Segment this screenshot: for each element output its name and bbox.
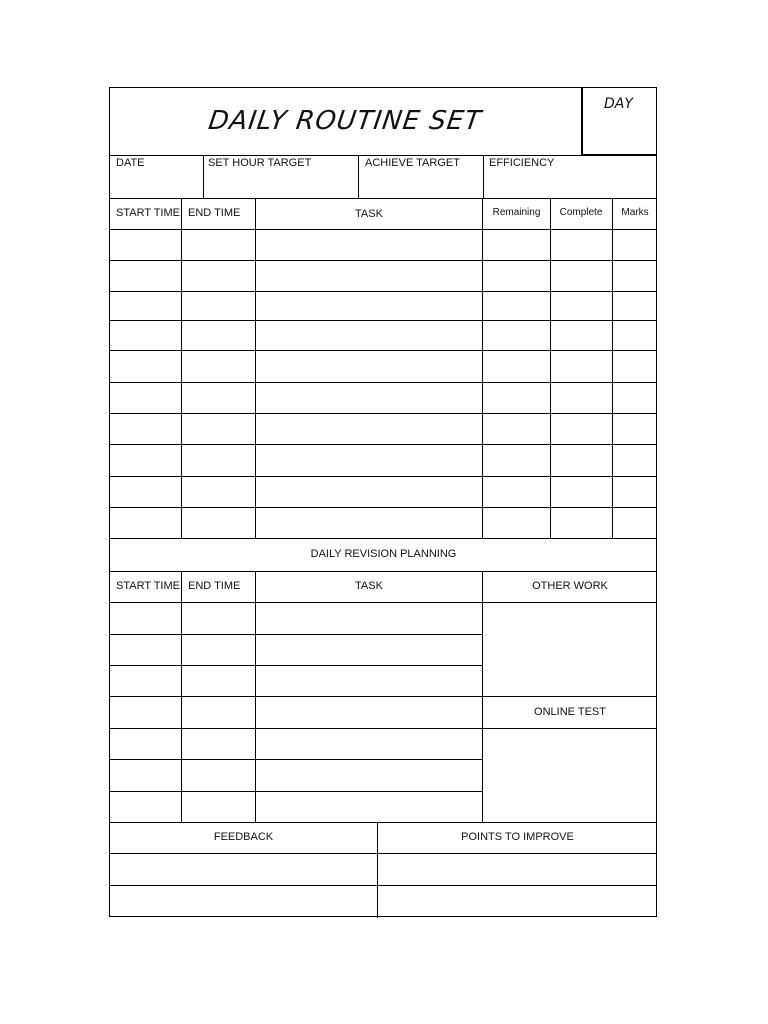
set-hour-target-label: SET HOUR TARGET (208, 157, 312, 169)
routine-cell[interactable] (110, 321, 181, 350)
routine-cell[interactable] (483, 321, 550, 350)
routine-cell[interactable] (110, 383, 181, 413)
routine-cell[interactable] (256, 351, 482, 382)
routine-cell[interactable] (182, 414, 255, 444)
routine-cell[interactable] (182, 351, 255, 382)
revision-cell[interactable] (110, 792, 181, 822)
routine-cell[interactable] (551, 230, 612, 260)
online-test-label: ONLINE TEST (534, 706, 606, 718)
revision-col-other-work: OTHER WORK (532, 580, 608, 592)
routine-cell[interactable] (551, 477, 612, 507)
other-work-area[interactable] (483, 603, 657, 696)
routine-sheet (109, 87, 657, 917)
routine-cell[interactable] (483, 292, 550, 320)
revision-cell[interactable] (256, 760, 482, 791)
routine-cell[interactable] (483, 230, 550, 260)
revision-cell[interactable] (182, 729, 255, 759)
achieve-target-label: ACHIEVE TARGET (365, 157, 460, 169)
routine-col-end-time: END TIME (188, 207, 241, 219)
revision-cell[interactable] (256, 729, 482, 759)
routine-cell[interactable] (551, 383, 612, 413)
routine-cell[interactable] (483, 477, 550, 507)
revision-cell[interactable] (256, 666, 482, 696)
routine-cell[interactable] (613, 477, 657, 507)
date-label: DATE (116, 157, 145, 169)
routine-cell[interactable] (182, 321, 255, 350)
revision-cell[interactable] (256, 635, 482, 665)
routine-cell[interactable] (110, 351, 181, 382)
routine-cell[interactable] (613, 261, 657, 291)
routine-cell[interactable] (182, 383, 255, 413)
revision-cell[interactable] (182, 760, 255, 791)
routine-col-remaining: Remaining (492, 207, 541, 218)
routine-cell[interactable] (182, 292, 255, 320)
routine-col-start-time: START TIME (116, 207, 180, 219)
revision-col-start-time: START TIME (116, 580, 180, 592)
routine-cell[interactable] (483, 508, 550, 538)
routine-cell[interactable] (613, 383, 657, 413)
routine-cell[interactable] (613, 508, 657, 538)
day-label: DAY (604, 96, 633, 112)
revision-cell[interactable] (182, 603, 255, 634)
routine-col-complete: Complete (559, 207, 603, 218)
revision-col-task: TASK (355, 580, 383, 592)
revision-cell[interactable] (110, 635, 181, 665)
feedback-row[interactable] (110, 854, 377, 885)
efficiency-label: EFFICIENCY (489, 157, 555, 169)
routine-cell[interactable] (551, 261, 612, 291)
improve-row[interactable] (378, 854, 657, 885)
routine-cell[interactable] (256, 508, 482, 538)
revision-cell[interactable] (256, 697, 482, 728)
revision-cell[interactable] (182, 635, 255, 665)
page-title: DAILY ROUTINE SET (206, 106, 484, 136)
revision-cell[interactable] (256, 792, 482, 822)
revision-cell[interactable] (182, 792, 255, 822)
routine-cell[interactable] (110, 445, 181, 476)
efficiency-field[interactable] (484, 170, 657, 198)
routine-cell[interactable] (613, 414, 657, 444)
routine-cell[interactable] (613, 445, 657, 476)
date-field[interactable] (110, 170, 203, 198)
routine-cell[interactable] (613, 292, 657, 320)
revision-cell[interactable] (110, 666, 181, 696)
routine-cell[interactable] (551, 351, 612, 382)
improve-row[interactable] (378, 886, 657, 917)
revision-cell[interactable] (110, 729, 181, 759)
routine-cell[interactable] (256, 414, 482, 444)
feedback-label: FEEDBACK (213, 831, 274, 843)
routine-cell[interactable] (110, 230, 181, 260)
routine-cell[interactable] (483, 261, 550, 291)
routine-cell[interactable] (256, 261, 482, 291)
routine-cell[interactable] (256, 383, 482, 413)
routine-cell[interactable] (551, 414, 612, 444)
routine-cell[interactable] (182, 477, 255, 507)
routine-cell[interactable] (110, 261, 181, 291)
revision-col-end-time: END TIME (188, 580, 241, 592)
routine-cell[interactable] (182, 261, 255, 291)
feedback-row[interactable] (110, 886, 377, 917)
routine-cell[interactable] (483, 383, 550, 413)
routine-cell[interactable] (256, 230, 482, 260)
routine-col-marks: Marks (621, 207, 649, 218)
points-to-improve-label: POINTS TO IMPROVE (461, 831, 574, 843)
revision-cell[interactable] (256, 603, 482, 634)
routine-cell[interactable] (483, 445, 550, 476)
achieve-target-field[interactable] (359, 170, 483, 198)
revision-section-title: DAILY REVISION PLANNING (310, 548, 457, 560)
routine-cell[interactable] (110, 477, 181, 507)
routine-col-task: TASK (355, 208, 383, 220)
online-test-area[interactable] (483, 729, 657, 822)
routine-cell[interactable] (483, 414, 550, 444)
revision-cell[interactable] (182, 666, 255, 696)
routine-cell[interactable] (483, 351, 550, 382)
routine-cell[interactable] (613, 321, 657, 350)
routine-cell[interactable] (256, 292, 482, 320)
set-hour-target-field[interactable] (204, 170, 358, 198)
routine-cell[interactable] (110, 508, 181, 538)
routine-cell[interactable] (256, 321, 482, 350)
routine-cell[interactable] (551, 292, 612, 320)
routine-cell[interactable] (256, 445, 482, 476)
routine-cell[interactable] (182, 508, 255, 538)
routine-cell[interactable] (613, 351, 657, 382)
routine-cell[interactable] (551, 321, 612, 350)
revision-cell[interactable] (110, 697, 181, 728)
revision-cell[interactable] (110, 760, 181, 791)
revision-cell[interactable] (182, 697, 255, 728)
routine-cell[interactable] (256, 477, 482, 507)
routine-cell[interactable] (182, 230, 255, 260)
routine-cell[interactable] (613, 230, 657, 260)
routine-cell[interactable] (551, 445, 612, 476)
revision-cell[interactable] (110, 603, 181, 634)
routine-cell[interactable] (551, 508, 612, 538)
routine-cell[interactable] (182, 445, 255, 476)
routine-cell[interactable] (110, 292, 181, 320)
routine-cell[interactable] (110, 414, 181, 444)
